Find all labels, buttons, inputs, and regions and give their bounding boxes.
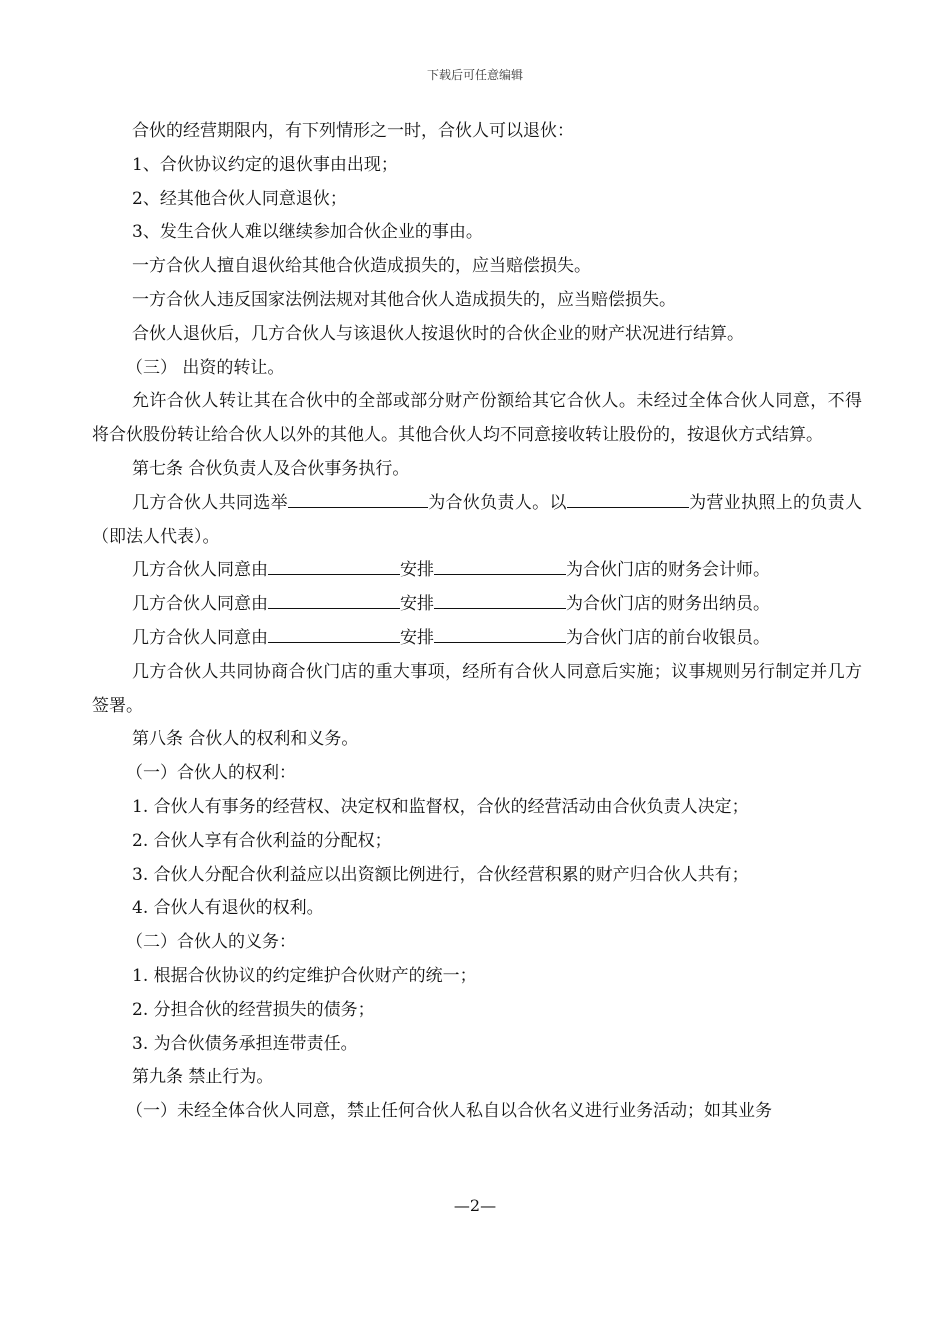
text-segment: 几方合伙人同意由 (132, 560, 268, 581)
paragraph: 合伙的经营期限内，有下列情形之一时，合伙人可以退伙： (132, 121, 574, 141)
page-header: 下载后可任意编辑 (426, 68, 523, 82)
blank-line (567, 490, 689, 508)
paragraph: 几方合伙人共同协商合伙门店的重大事项，经所有合伙人同意后实施；议事规则另行制定并几方签署。 (92, 661, 862, 716)
paragraph: 一方合伙人违反国家法例法规对其他合伙人造成损失的，应当赔偿损失。 (132, 289, 676, 310)
article-heading: 第七条 合伙负责人及合伙事务执行。 (132, 458, 410, 479)
paragraph: 合伙人退伙后，几方合伙人与该退伙人按退伙时的合伙企业的财产状况进行结算。 (132, 323, 744, 344)
list-item: 1、合伙协议约定的退伙事由出现； (132, 154, 398, 175)
list-item: 1. 根据合伙协议的约定维护合伙财产的统一； (132, 965, 477, 986)
text-segment: 几方合伙人共同选举 (132, 492, 288, 513)
list-item: 3、发生合伙人难以继续参加合伙企业的事由。 (132, 222, 483, 243)
fill-in-paragraph (92, 622, 862, 656)
list-item: 3. 合伙人分配合伙利益应以出资额比例进行，合伙经营积累的财产归合伙人共有； (132, 864, 749, 885)
page-number: —2— (453, 1196, 497, 1215)
text-segment: 为营业执照上的负责人（即法人代表）。 (92, 492, 863, 547)
blank-line (268, 591, 400, 609)
fill-in-paragraph (92, 588, 862, 622)
text-segment: 安排 (400, 594, 434, 615)
section-heading: （一）合伙人的权利： (126, 763, 296, 784)
blank-line (434, 625, 566, 643)
list-item: 2. 合伙人享有合伙利益的分配权； (132, 830, 392, 851)
section-heading: （二）合伙人的义务： (126, 932, 296, 953)
fill-in-paragraph (92, 487, 862, 555)
list-item: 2、经其他合伙人同意退伙； (132, 188, 347, 209)
article-heading: 第八条 合伙人的权利和义务。 (132, 729, 359, 750)
blank-line (434, 557, 566, 575)
blank-line (268, 625, 400, 643)
list-item: 3. 为合伙债务承担连带责任。 (132, 1033, 358, 1054)
document-body (92, 115, 862, 1129)
fill-in-paragraph (92, 554, 862, 588)
text-segment: 为合伙负责人。以 (427, 492, 567, 513)
text-segment: 为合伙门店的财务出纳员。 (566, 594, 770, 615)
blank-line (268, 557, 400, 575)
text-segment: 安排 (400, 560, 434, 581)
text-segment: 安排 (400, 627, 434, 648)
text-segment: 为合伙门店的前台收银员。 (566, 627, 770, 648)
paragraph: 一方合伙人擅自退伙给其他合伙造成损失的，应当赔偿损失。 (132, 256, 591, 277)
list-item: 4. 合伙人有退伙的权利。 (132, 898, 324, 919)
list-item: 1. 合伙人有事务的经营权、决定权和监督权，合伙的经营活动由合伙负责人决定； (132, 796, 749, 817)
blank-line (434, 591, 566, 609)
text-segment: 为合伙门店的财务会计师。 (566, 560, 770, 581)
text-segment: 几方合伙人同意由 (132, 594, 268, 615)
section-heading: （三） 出资的转让。 (126, 357, 285, 378)
blank-line (288, 490, 428, 508)
text-segment: 几方合伙人同意由 (132, 627, 268, 648)
paragraph: 允许合伙人转让其在合伙中的全部或部分财产份额给其它合伙人。未经过全体合伙人同意，不得将合伙股份转让给合伙人以外的其他人。其他合伙人均不同意接收转让股份的，按退伙方式结算。 (92, 391, 862, 446)
paragraph: （一）未经全体合伙人同意，禁止任何合伙人私自以合伙名义进行业务活动；如其业务 (126, 1101, 772, 1122)
list-item: 2. 分担合伙的经营损失的债务； (132, 999, 375, 1020)
article-heading: 第九条 禁止行为。 (132, 1067, 274, 1088)
